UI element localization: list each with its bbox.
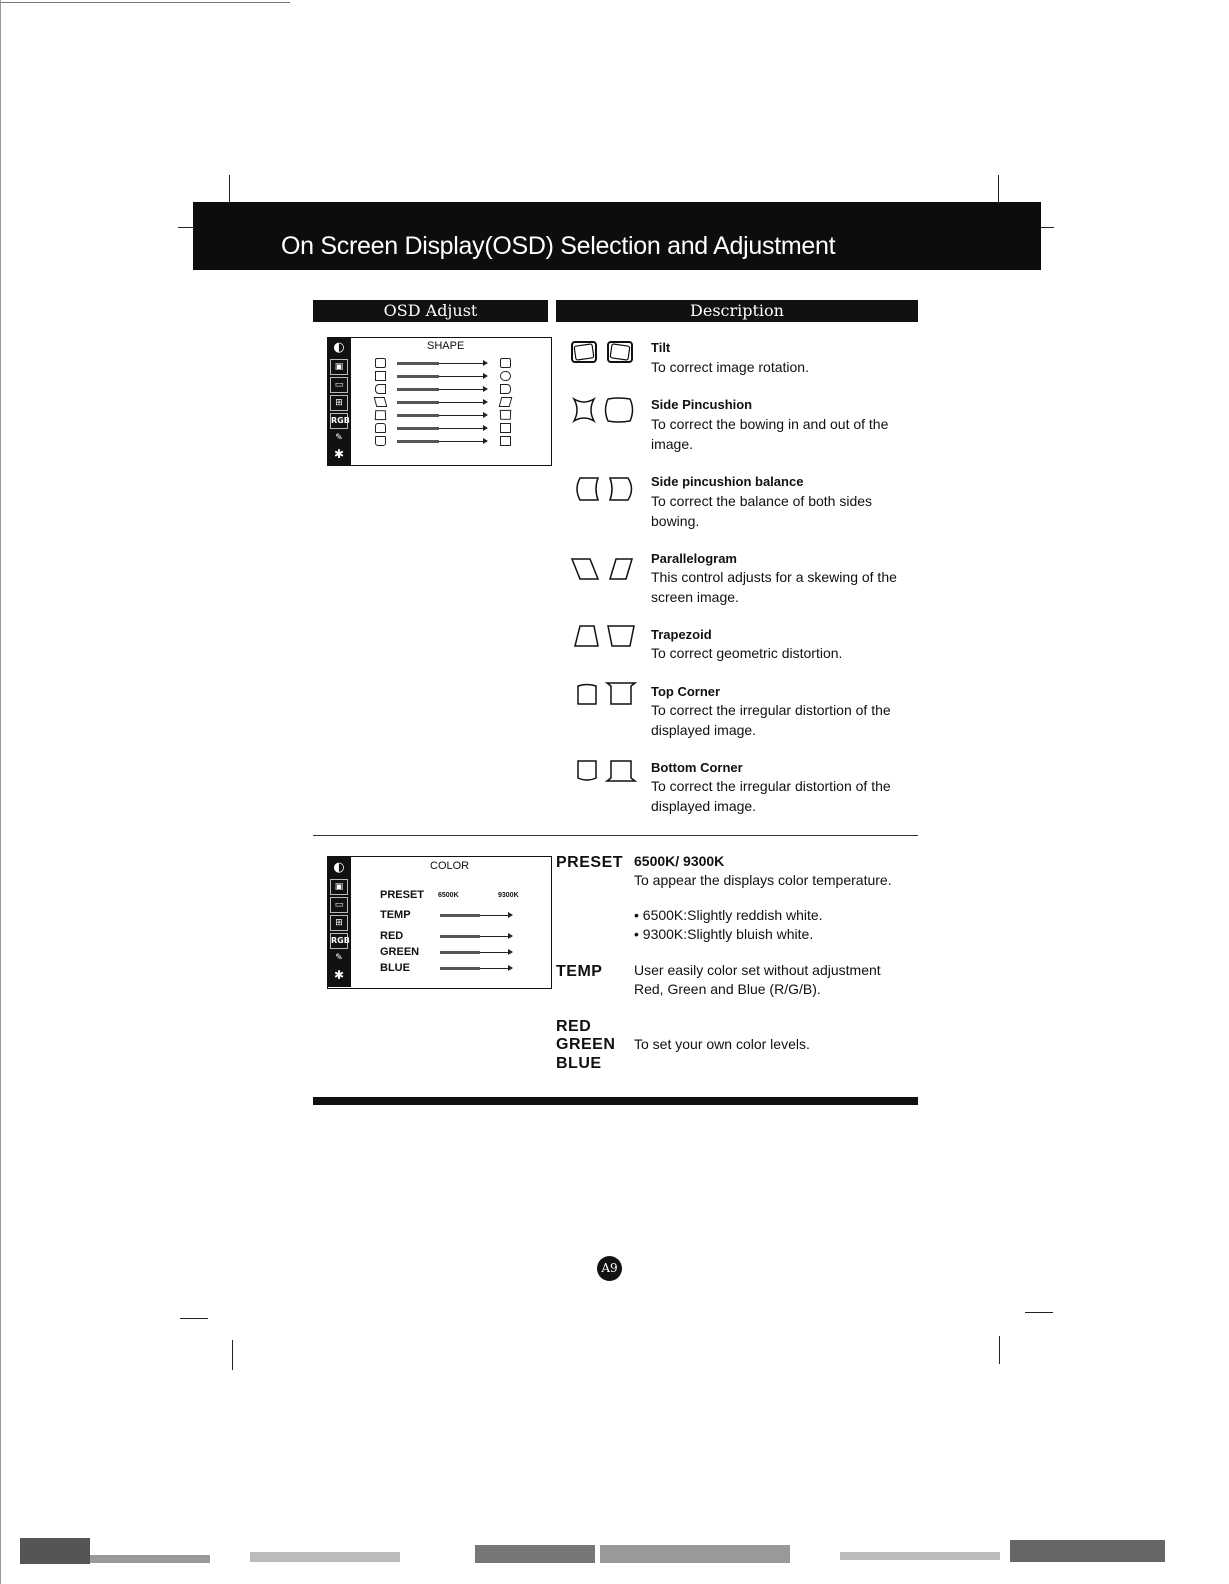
crop-mark bbox=[1040, 227, 1054, 228]
size-icon: ▭ bbox=[330, 897, 348, 913]
rgb-description: To set your own color levels. bbox=[634, 1036, 810, 1052]
bottom-corner-slider[interactable] bbox=[375, 436, 515, 447]
top-corner-title: Top Corner bbox=[651, 684, 721, 699]
preset-bullet-6500k: • 6500K:Slightly reddish white. bbox=[634, 907, 823, 923]
tilt-title: Tilt bbox=[651, 340, 671, 355]
side-pincushion-balance-title: Side pincushion balance bbox=[651, 474, 804, 489]
balance-right-icon bbox=[500, 384, 511, 394]
shape-panel-title: SHAPE bbox=[427, 340, 465, 352]
red-label: RED bbox=[556, 1018, 592, 1035]
side-pincushion-balance-description: To correct the balance of both sides bowing. bbox=[651, 493, 873, 529]
side-pincushion-title: Side Pincushion bbox=[651, 397, 753, 412]
scan-edge-line bbox=[0, 0, 1, 1584]
brightness-icon: ◐ bbox=[333, 860, 345, 875]
pincushion-in-icon bbox=[375, 371, 386, 381]
bottom-corner-description: To correct the irregular distortion of the displayed image. bbox=[651, 778, 891, 814]
parallelogram-slider[interactable] bbox=[375, 397, 515, 408]
blue-slider[interactable] bbox=[440, 968, 510, 969]
trapezoid-bottom-icon bbox=[500, 410, 511, 420]
section-divider bbox=[313, 835, 918, 836]
preset-bullet-9300k: • 9300K:Slightly bluish white. bbox=[634, 926, 814, 942]
size-icon: ▭ bbox=[330, 377, 348, 393]
red-slider[interactable] bbox=[440, 936, 510, 937]
special-icon: ✱ bbox=[333, 447, 345, 461]
bottom-corner-out-icon bbox=[500, 436, 511, 446]
scan-noise bbox=[600, 1545, 790, 1563]
tools-icon: ✎ bbox=[335, 953, 343, 963]
column-header-osd-adjust: OSD Adjust bbox=[313, 300, 548, 322]
tilt-slider[interactable] bbox=[375, 358, 515, 369]
color-osd-sidebar bbox=[327, 857, 351, 987]
top-corner-slider[interactable] bbox=[375, 423, 515, 434]
crop-mark bbox=[180, 1318, 208, 1319]
shape-icon: ⊞ bbox=[330, 395, 348, 411]
preset-heading: 6500K/ 9300K bbox=[634, 853, 725, 869]
pincushion-out-icon bbox=[500, 371, 511, 381]
bottom-rule bbox=[313, 1097, 918, 1105]
temp-slider[interactable] bbox=[440, 915, 510, 916]
trapezoid-slider[interactable] bbox=[375, 410, 515, 421]
top-corner-in-icon bbox=[375, 423, 386, 433]
crop-mark bbox=[998, 175, 999, 205]
trapezoid-title: Trapezoid bbox=[651, 627, 712, 642]
scan-edge-line bbox=[0, 2, 290, 3]
side-pincushion-slider[interactable] bbox=[375, 371, 515, 382]
crop-mark bbox=[999, 1336, 1000, 1364]
scan-noise bbox=[475, 1545, 595, 1563]
position-icon: ▣ bbox=[330, 879, 348, 895]
crop-mark bbox=[229, 175, 230, 205]
parallelogram-right-icon bbox=[499, 397, 513, 407]
green-row-label: GREEN bbox=[380, 946, 420, 958]
page-number: A9 bbox=[597, 1256, 622, 1281]
brightness-icon: ◐ bbox=[333, 340, 345, 355]
shape-icon: ⊞ bbox=[330, 915, 348, 931]
page-title: On Screen Display(OSD) Selection and Adjustment bbox=[281, 232, 836, 260]
parallelogram-glyphs bbox=[570, 555, 636, 585]
slider-track bbox=[397, 376, 485, 377]
color-panel-title: COLOR bbox=[430, 860, 470, 872]
slider-track bbox=[397, 428, 485, 429]
shape-osd-sidebar bbox=[327, 337, 351, 465]
preset-label: PRESET bbox=[556, 854, 624, 871]
rgb-icon: RGB bbox=[330, 413, 348, 429]
temp-label: TEMP bbox=[556, 963, 603, 980]
slider-track bbox=[397, 389, 485, 390]
crop-mark bbox=[1025, 1312, 1053, 1313]
parallelogram-title: Parallelogram bbox=[651, 551, 737, 566]
scan-noise bbox=[90, 1555, 210, 1563]
preset-high-value[interactable]: 9300K bbox=[498, 892, 519, 899]
balance-left-icon bbox=[375, 384, 386, 394]
temp-description: User easily color set without adjustment Red, Green and Blue (R/G/B). bbox=[634, 962, 881, 997]
bottom-corner-title: Bottom Corner bbox=[651, 760, 743, 775]
side-pincushion-balance-slider[interactable] bbox=[375, 384, 515, 395]
column-header-description: Description bbox=[556, 300, 918, 322]
bottom-corner-glyphs bbox=[573, 757, 639, 787]
tilt-right-icon bbox=[500, 358, 511, 368]
slider-track bbox=[397, 441, 485, 442]
temp-row-label: TEMP bbox=[380, 909, 411, 921]
scan-noise bbox=[20, 1538, 90, 1564]
slider-track bbox=[397, 363, 485, 364]
green-slider[interactable] bbox=[440, 952, 510, 953]
side-pincushion-description: To correct the bowing in and out of the image. bbox=[651, 416, 889, 452]
tilt-description: To correct image rotation. bbox=[651, 359, 809, 375]
preset-description: To appear the displays color temperature. bbox=[634, 872, 892, 888]
top-corner-description: To correct the irregular distortion of the displayed image. bbox=[651, 702, 891, 738]
red-row-label: RED bbox=[380, 930, 404, 942]
bottom-corner-in-icon bbox=[375, 436, 386, 446]
special-icon: ✱ bbox=[333, 968, 345, 982]
green-label: GREEN bbox=[556, 1036, 616, 1053]
slider-track bbox=[397, 415, 485, 416]
trapezoid-glyphs bbox=[572, 622, 638, 652]
tilt-left-icon bbox=[375, 358, 386, 368]
crop-mark bbox=[178, 227, 194, 228]
header-banner bbox=[193, 202, 1041, 270]
parallelogram-left-icon bbox=[374, 397, 388, 407]
position-icon: ▣ bbox=[330, 359, 348, 375]
tilt-glyphs bbox=[570, 338, 636, 368]
crop-mark bbox=[232, 1340, 233, 1370]
side-pincushion-glyphs bbox=[570, 396, 636, 426]
tools-icon: ✎ bbox=[335, 433, 343, 443]
trapezoid-description: To correct geometric distortion. bbox=[651, 645, 843, 661]
preset-low-value[interactable]: 6500K bbox=[438, 892, 459, 899]
blue-label: BLUE bbox=[556, 1055, 602, 1072]
slider-track bbox=[397, 402, 485, 403]
top-corner-glyphs bbox=[573, 680, 639, 710]
trapezoid-top-icon bbox=[375, 410, 386, 420]
scan-noise bbox=[1010, 1540, 1165, 1562]
parallelogram-description: This control adjusts for a skewing of the screen image. bbox=[651, 569, 897, 605]
blue-row-label: BLUE bbox=[380, 962, 410, 974]
scan-noise bbox=[250, 1552, 400, 1562]
preset-row-label: PRESET bbox=[380, 889, 425, 901]
scan-noise bbox=[840, 1552, 1000, 1560]
top-corner-out-icon bbox=[500, 423, 511, 433]
side-pincushion-balance-glyphs bbox=[572, 475, 638, 505]
rgb-icon: RGB bbox=[330, 933, 348, 949]
